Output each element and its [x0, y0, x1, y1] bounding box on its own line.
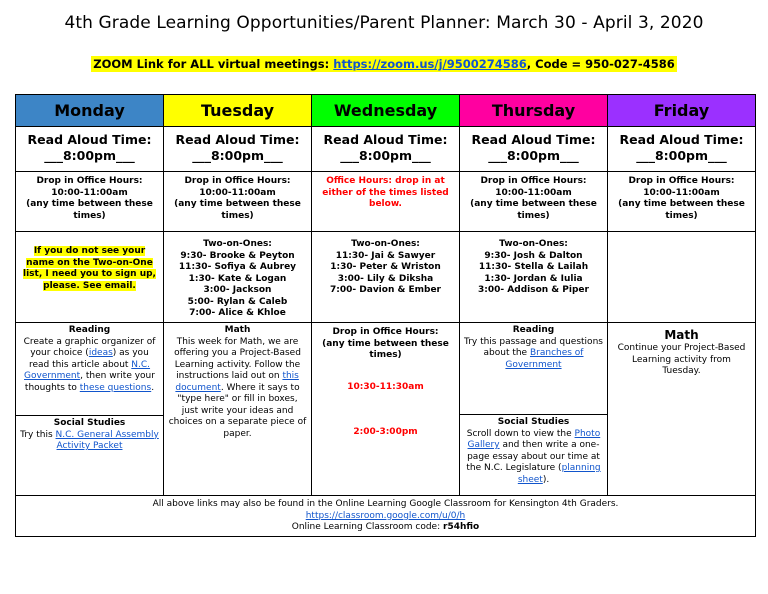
office-hours-time-2: 2:00-3:00pm [353, 427, 418, 437]
assembly-packet-link[interactable]: N.C. General Assembly Activity Packet [55, 429, 159, 451]
monday-reading [16, 323, 163, 416]
this-document-link[interactable]: this document [175, 371, 299, 393]
social-studies-text: ). [542, 474, 550, 485]
reading-text: Create a graphic organizer of your choice ( [23, 336, 156, 358]
header-friday: Friday [608, 95, 755, 126]
read-aloud-cell [164, 127, 312, 171]
list-item: 11:30- Stella & Lailah [478, 262, 589, 272]
reading-text: ) as you read this article about [28, 348, 149, 370]
list-item: 3:00- Lily & Diksha [337, 273, 434, 284]
math-title: Math [224, 325, 251, 335]
zoom-code: , Code = 950-027-4586 [526, 57, 675, 71]
zoom-label: ZOOM Link for ALL virtual meetings: [93, 57, 330, 71]
list-item: 3:00- Jackson [203, 285, 272, 295]
office-hours-title: Drop in Office Hours: [184, 176, 291, 186]
wednesday-office-hours [312, 323, 459, 441]
list-item: 5:00- Rylan & Caleb [187, 296, 288, 307]
two-on-ones-wednesday [312, 232, 460, 322]
read-aloud-cell [16, 127, 164, 171]
office-hours-note: (any time between these times) [322, 338, 449, 360]
friday-math [608, 323, 755, 380]
activities-row [16, 323, 755, 496]
list-item: 1:30- Peter & Wriston [330, 262, 441, 272]
classroom-code-label: Online Learning Classroom code: [291, 522, 443, 532]
office-hours-cell [608, 172, 755, 231]
social-studies-title: Social Studies [497, 417, 570, 427]
social-studies-text: Scroll down to view the [466, 428, 575, 439]
two-on-ones-tuesday [164, 232, 312, 322]
office-hours-time-1: 10:30-11:30am [347, 381, 424, 392]
signup-note: If you do not see your name on the Two-on-One list, I need you to sign up, please. See email. [23, 246, 156, 291]
monday-activities [16, 323, 164, 495]
read-aloud-time: ___8:00pm___ [44, 148, 135, 163]
two-on-ones-heading: Two-on-Ones: [499, 239, 568, 249]
zoom-banner [0, 57, 768, 71]
day-header-row [16, 95, 755, 127]
list-item: 7:00- Alice & Khloe [189, 308, 286, 318]
office-hours-note: (any time between these times) [26, 199, 153, 221]
read-aloud-time: ___8:00pm___ [340, 148, 431, 163]
office-hours-title: Drop in Office Hours: [480, 176, 587, 186]
read-aloud-label: Read Aloud Time: [619, 132, 744, 147]
office-hours-note: (any time between these times) [174, 199, 301, 221]
two-on-ones-row [16, 232, 755, 323]
social-studies-title: Social Studies [53, 418, 126, 428]
math-text: This week for Math, we are offering you a Project-Based Learning activity. Follow the instructions laid out on [174, 336, 301, 381]
list-item: 11:30- Jai & Sawyer [335, 250, 436, 261]
planning-sheet-link[interactable]: planning sheet [517, 463, 601, 485]
tuesday-activities [164, 323, 312, 495]
office-hours-note: (any time between these times) [618, 199, 745, 221]
office-hours-cell [460, 172, 608, 231]
list-item: 3:00- Addison & Piper [478, 285, 589, 295]
zoom-link[interactable]: https://zoom.us/j/9500274586 [333, 57, 527, 71]
list-item: 1:30- Jordan & Iulia [484, 273, 583, 284]
planner-table [15, 94, 756, 537]
header-monday: Monday [16, 95, 164, 126]
office-hours-title: Drop in Office Hours: [332, 327, 439, 337]
two-on-ones-heading: Two-on-Ones: [203, 239, 272, 249]
header-tuesday: Tuesday [164, 95, 312, 126]
read-aloud-cell [608, 127, 755, 171]
read-aloud-cell [312, 127, 460, 171]
office-hours-wednesday-note: Office Hours: drop in at either of the times listed below. [322, 176, 449, 209]
footer [16, 496, 755, 536]
list-item: 11:30- Sofiya & Aubrey [178, 262, 297, 272]
reading-text: , then write your thoughts to [24, 371, 155, 393]
office-hours-time: 10:00-11:00am [199, 187, 276, 198]
friday-activities [608, 323, 755, 495]
thursday-activities [460, 323, 608, 495]
read-aloud-time: ___8:00pm___ [636, 148, 727, 163]
header-wednesday: Wednesday [312, 95, 460, 126]
office-hours-time: 10:00-11:00am [495, 187, 572, 198]
office-hours-title: Drop in Office Hours: [628, 176, 735, 186]
thursday-reading [460, 323, 607, 415]
read-aloud-cell [460, 127, 608, 171]
office-hours-note: (any time between these times) [470, 199, 597, 221]
signup-note-cell [16, 232, 164, 322]
list-item: 1:30- Kate & Logan [188, 273, 287, 284]
two-on-ones-thursday [460, 232, 608, 322]
read-aloud-label: Read Aloud Time: [471, 132, 596, 147]
read-aloud-label: Read Aloud Time: [27, 132, 152, 147]
branches-link[interactable]: Branches of Government [505, 348, 584, 370]
list-item: 9:30- Josh & Dalton [484, 250, 583, 261]
social-studies-text: Try this [20, 429, 56, 440]
reading-text: Try this passage and questions about the [464, 336, 603, 358]
office-hours-time: 10:00-11:00am [51, 187, 128, 198]
header-thursday: Thursday [460, 95, 608, 126]
tuesday-math [164, 323, 311, 442]
page-title: 4th Grade Learning Opportunities/Parent Planner: March 30 - April 3, 2020 [64, 13, 704, 33]
footer-note: All above links may also be found in the Online Learning Google Classroom for Kensington 4th Graders. [152, 499, 619, 509]
read-aloud-label: Read Aloud Time: [175, 132, 300, 147]
office-hours-cell [312, 172, 460, 231]
reading-title: Reading [512, 325, 555, 335]
read-aloud-time: ___8:00pm___ [192, 148, 283, 163]
read-aloud-row [16, 127, 755, 172]
wednesday-activities [312, 323, 460, 495]
list-item: 7:00- Davion & Ember [330, 285, 441, 295]
nc-government-link[interactable]: N.C. Government [24, 359, 151, 381]
list-item: 9:30- Brooke & Peyton [180, 250, 295, 261]
thursday-social-studies [460, 415, 607, 488]
office-hours-row [16, 172, 755, 232]
questions-link[interactable]: these questions [79, 382, 152, 393]
classroom-link[interactable]: https://classroom.google.com/u/0/h [305, 510, 466, 521]
classroom-code: r54hfio [443, 522, 480, 532]
read-aloud-label: Read Aloud Time: [323, 132, 448, 147]
monday-social-studies [16, 416, 163, 455]
math-text: . Where it says to "type here" or fill in boxes, just write your ideas and choices on a separate piece of paper. [168, 382, 307, 439]
reading-text: . [151, 382, 155, 393]
social-studies-text: and then write a one-page essay about our time at the N.C. Legislature ( [466, 440, 600, 473]
photo-gallery-link[interactable]: Photo Gallery [467, 428, 601, 450]
office-hours-cell [16, 172, 164, 231]
two-on-ones-heading: Two-on-Ones: [351, 239, 420, 249]
office-hours-cell [164, 172, 312, 231]
office-hours-time: 10:00-11:00am [643, 187, 720, 198]
reading-title: Reading [68, 325, 111, 335]
ideas-link[interactable]: ideas [88, 348, 113, 358]
read-aloud-time: ___8:00pm___ [488, 148, 579, 163]
math-title: Math [664, 328, 699, 342]
office-hours-title: Drop in Office Hours: [36, 176, 143, 186]
two-on-ones-friday [608, 232, 755, 322]
math-text: Continue your Project-Based Learning activity from Tuesday. [617, 343, 746, 376]
